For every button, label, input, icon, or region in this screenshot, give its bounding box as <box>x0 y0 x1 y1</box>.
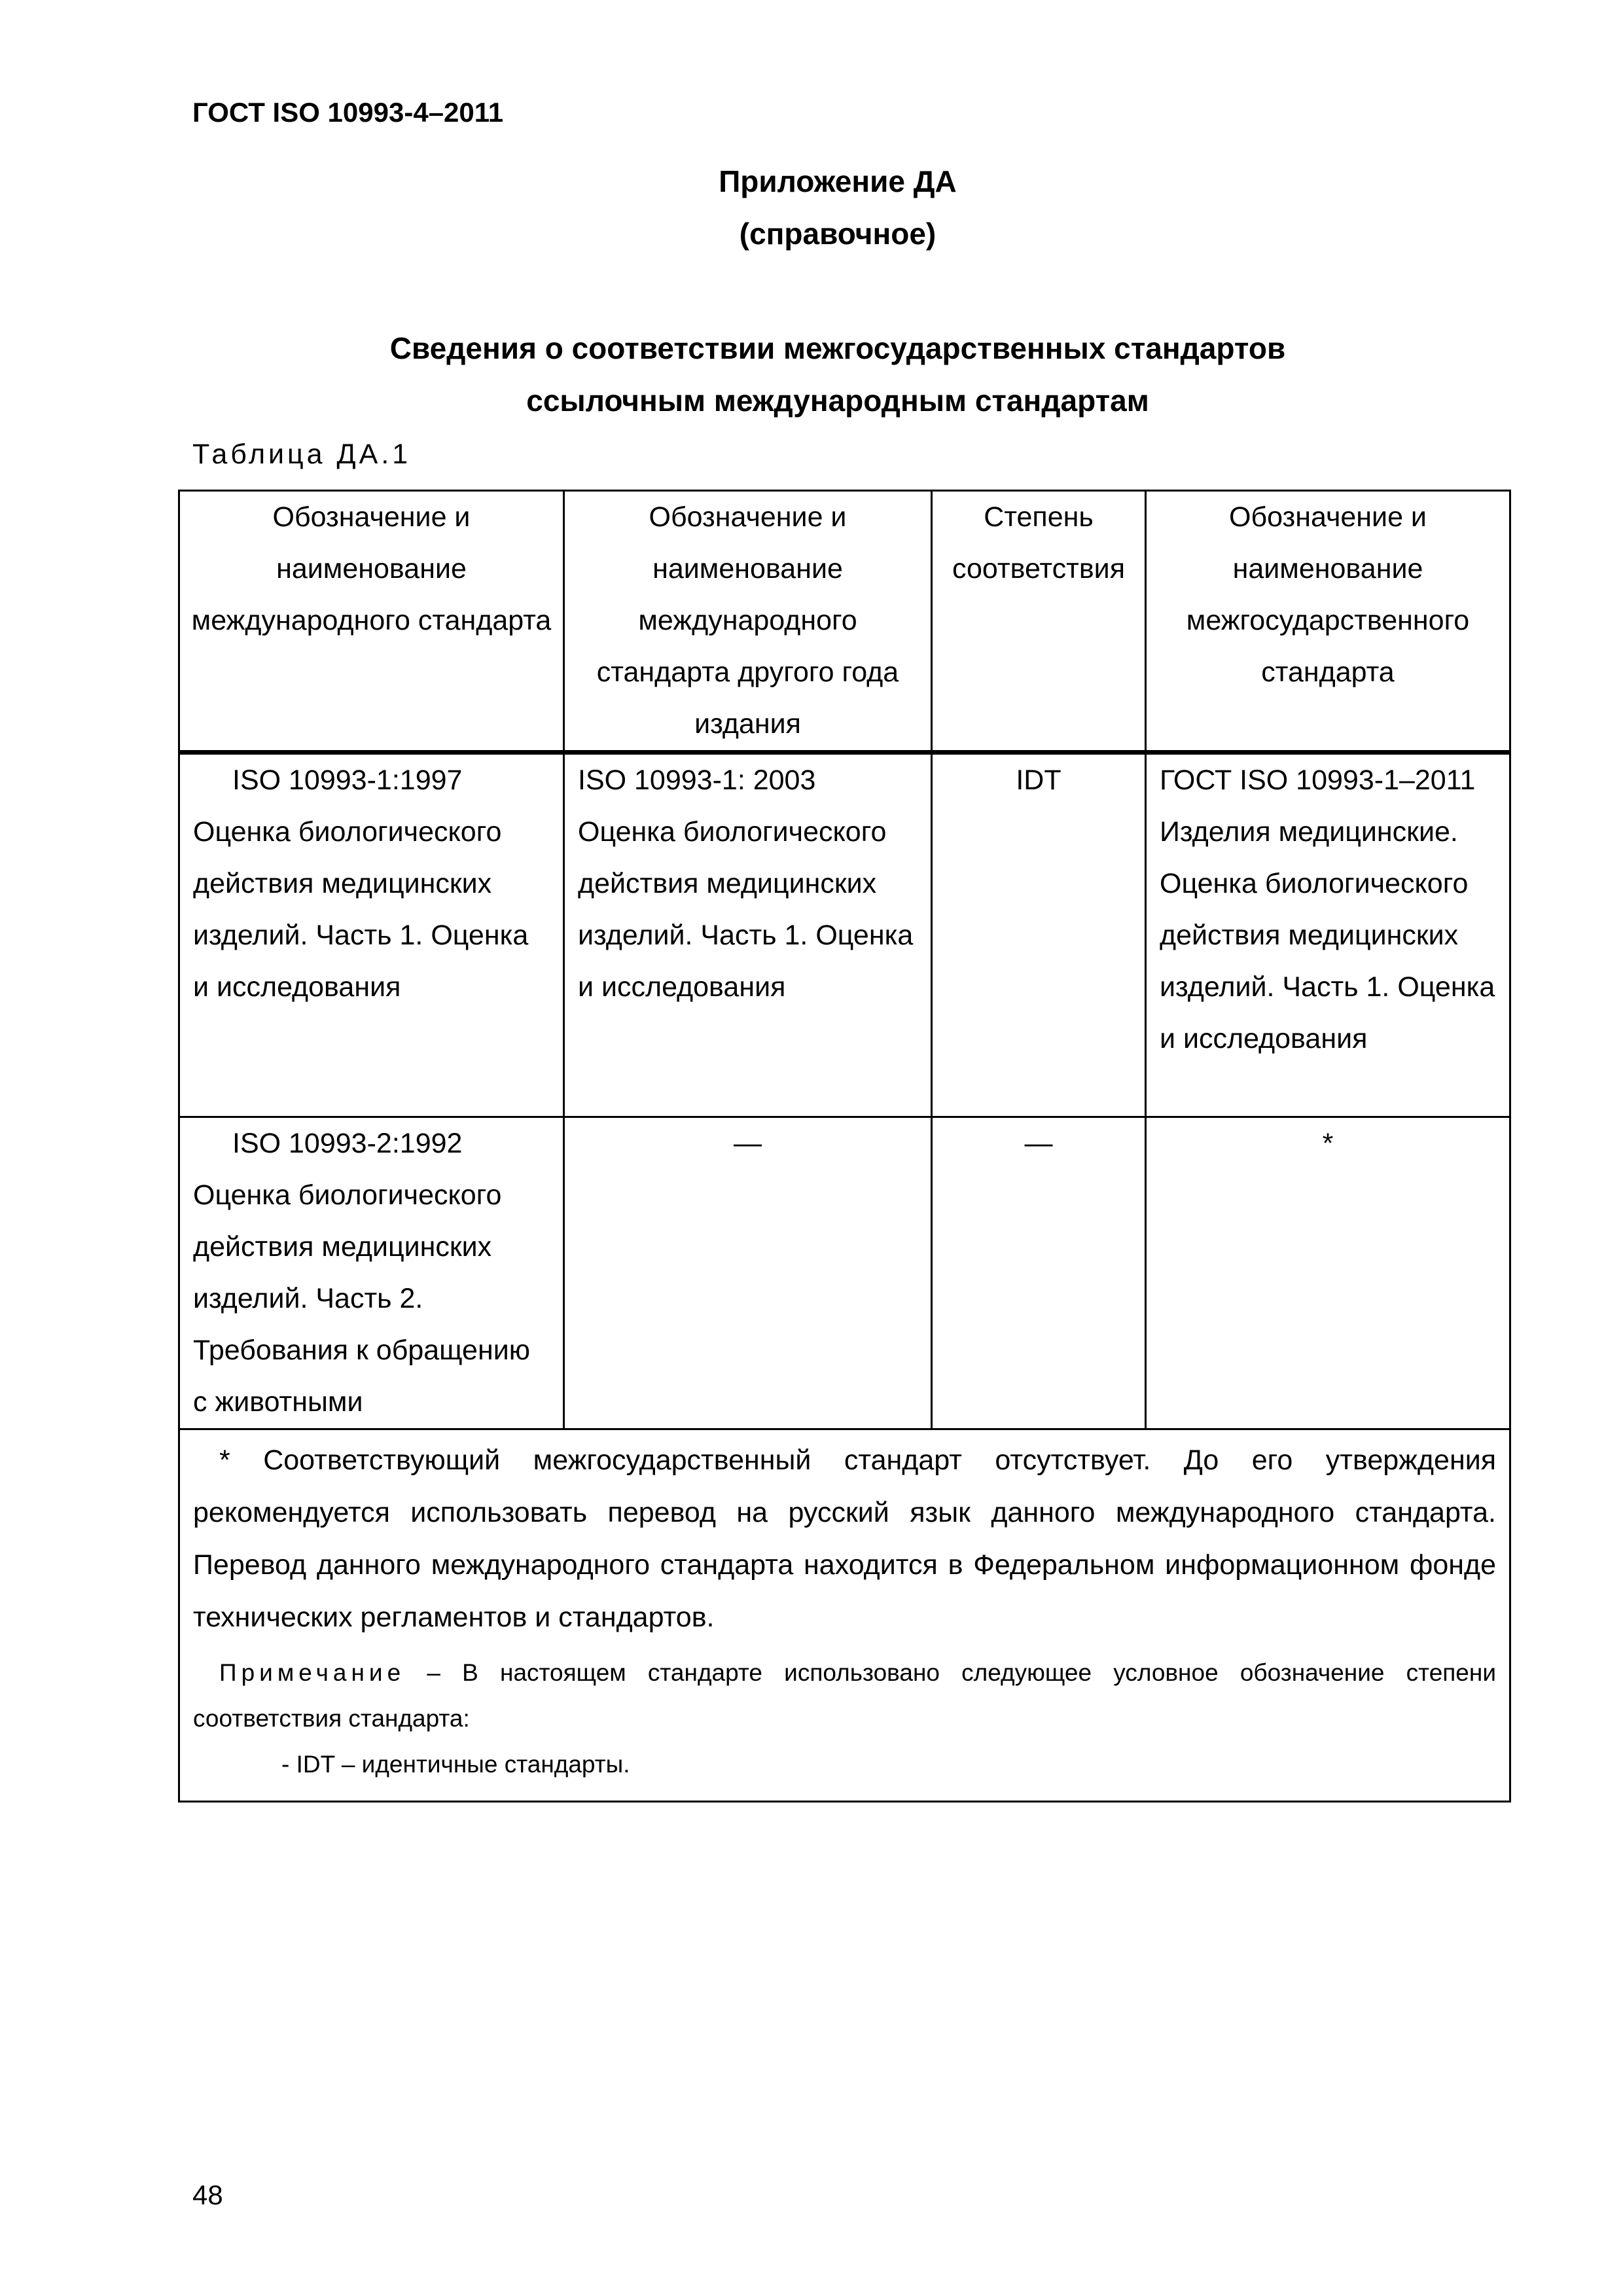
intl-code: ISO 10993-2:1992 <box>232 1128 463 1159</box>
document-code: ГОСТ ISO 10993-4–2011 <box>192 97 504 128</box>
header-intl-standard: Обозначение и наименование международного стандарта <box>179 491 564 753</box>
correspondence-table <box>178 490 1511 1803</box>
table-header-row <box>179 491 1510 753</box>
cell-intl-standard <box>179 1117 564 1429</box>
note-item: - IDT – идентичные стандарты. <box>281 1751 630 1778</box>
annex-heading-line2: ссылочным международным стандартам <box>526 384 1149 418</box>
cell-other-edition <box>564 1117 932 1429</box>
table-row <box>179 753 1510 1117</box>
degree-value: — <box>1024 1128 1053 1159</box>
intl-name: Оценка биологического действия медицинских изделий. Часть 1. Оценка и исследования <box>193 816 529 1003</box>
annex-title: Приложение ДА <box>719 164 957 198</box>
table-row <box>179 1117 1510 1429</box>
cell-interstate-standard <box>1146 1117 1510 1429</box>
interstate-text: ГОСТ ISO 10993-1–2011 Изделия медицинские. Оценка биологического действия медицинских изделий. Часть 1. Оценка и исследования <box>1160 764 1495 1054</box>
cell-interstate-standard <box>1146 753 1510 1117</box>
footnote-text: * Соответствующий межгосударственный стандарт отсутствует. До его утверждения рекомендуется использовать перевод на русский язык данного международного стандарта. Перевод данного международного стандарта находится в Федеральном информационном фонде технических регламентов и стандартов. <box>193 1444 1496 1633</box>
footnote-cell <box>179 1429 1510 1802</box>
header-interstate-standard: Обозначение и наименование межгосударственного стандарта <box>1146 491 1510 753</box>
cell-other-edition <box>564 753 932 1117</box>
annex-heading-line1: Сведения о соответствии межгосударственных стандартов <box>389 331 1286 365</box>
table-footnote-row <box>179 1429 1510 1802</box>
note-text: – В настоящем стандарте использовано следующее условное обозначение степени соответствия стандарта: <box>193 1659 1496 1732</box>
cell-degree <box>932 1117 1146 1429</box>
page-number: 48 <box>192 2179 223 2210</box>
annex-kind: (справочное) <box>739 217 936 251</box>
interstate-text: * <box>1322 1128 1334 1159</box>
intl-code: ISO 10993-1:1997 <box>232 764 463 796</box>
note-label: Примечание <box>219 1659 406 1686</box>
header-other-edition: Обозначение и наименование международного стандарта другого года издания <box>564 491 932 753</box>
cell-degree <box>932 753 1146 1117</box>
degree-value: IDT <box>1016 764 1061 796</box>
table-label: Таблица ДА.1 <box>192 439 412 470</box>
other-edition-text: ISO 10993-1: 2003 Оценка биологического действия медицинских изделий. Часть 1. Оценка и исследования <box>578 764 914 1003</box>
other-edition-text: — <box>734 1128 762 1159</box>
note-paragraph <box>193 1650 1496 1742</box>
intl-name: Оценка биологического действия медицинских изделий. Часть 2. Требования к обращению с животными <box>193 1179 530 1418</box>
cell-intl-standard <box>179 753 564 1117</box>
header-degree: Степень соответствия <box>932 491 1146 753</box>
